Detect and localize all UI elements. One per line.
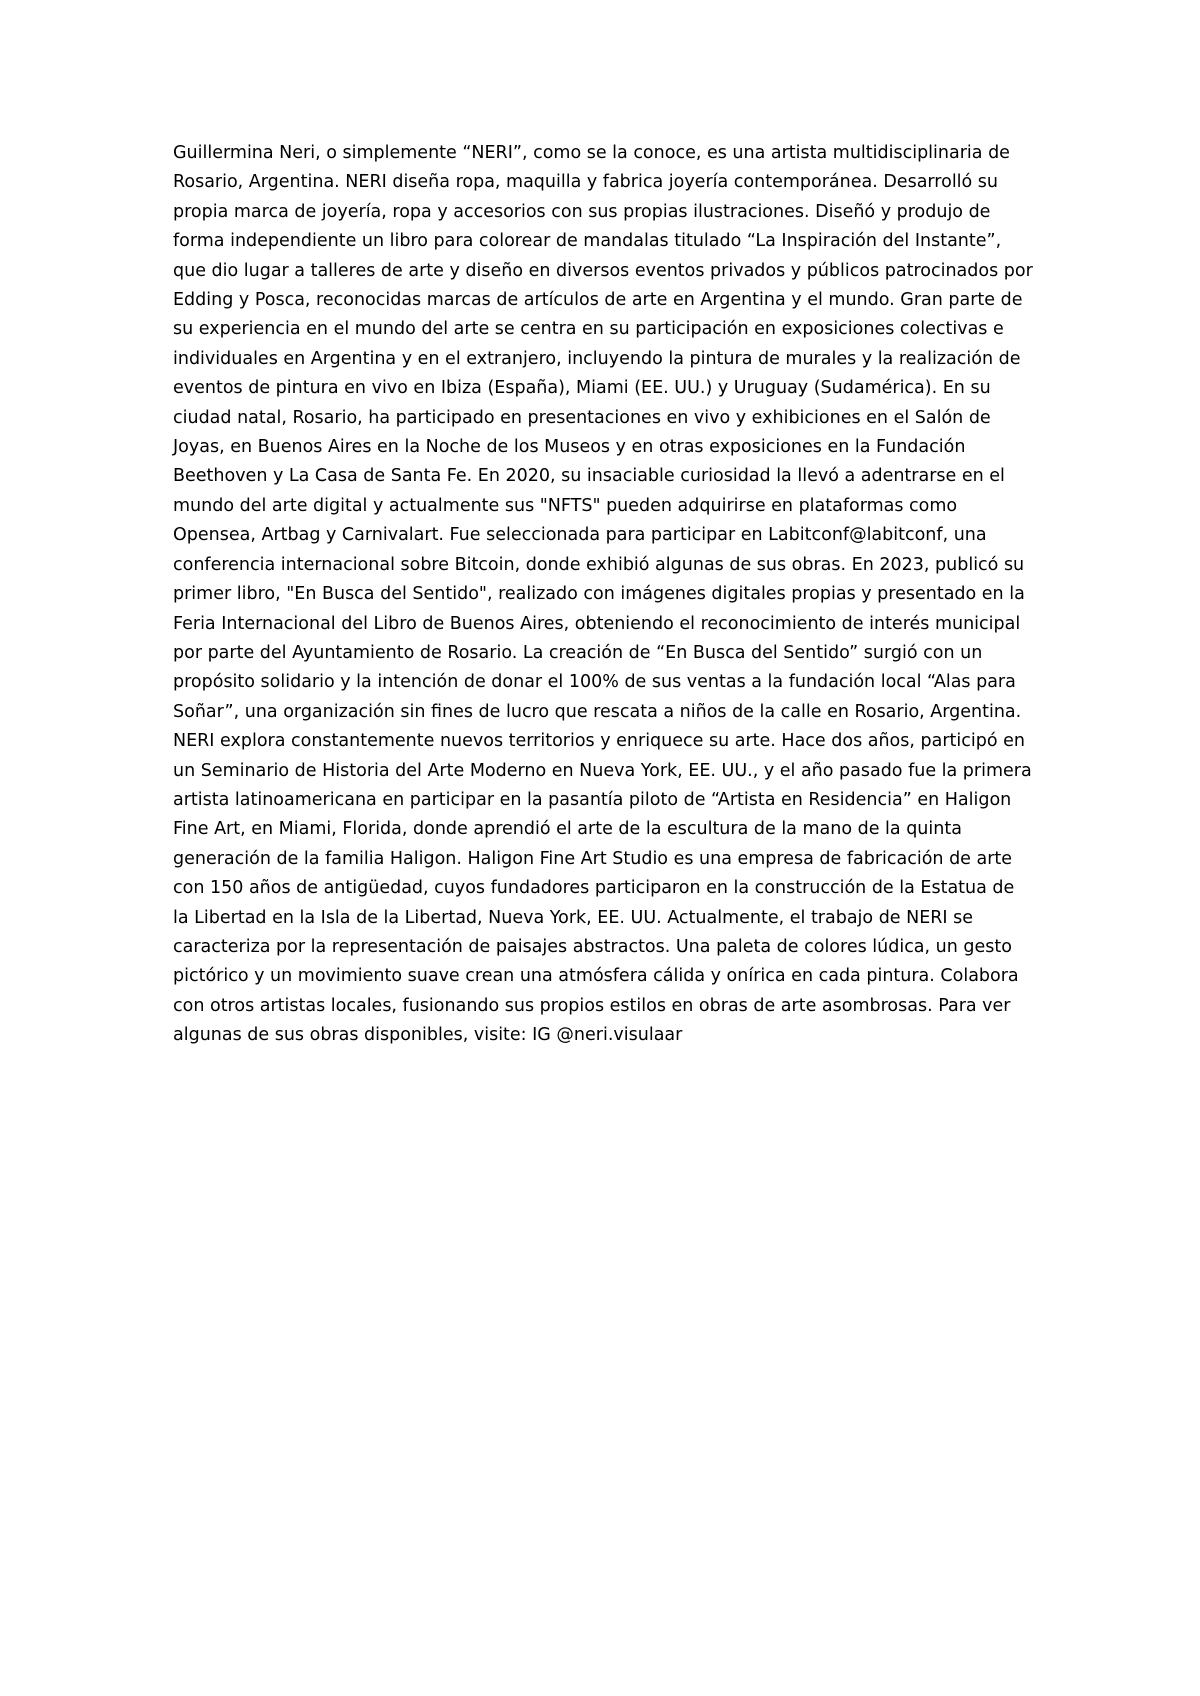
biography-paragraph: Guillermina Neri, o simplemente “NERI”, como se la conoce, es una artista multidisciplinaria de Rosario, Argentina. NERI diseña ropa, maquilla y fabrica joyería contemporánea. Desarrolló su propia marca de joyería, ropa y accesorios con sus propias ilustraciones. Diseñó y produjo de forma independiente un libro para colorear de mandalas titulado “La Inspiración del Instante”, que dio lugar a talleres de arte y diseño en diversos eventos privados y públicos patrocinados por Edding y Posca, reconocidas marcas de artículos de arte en Argentina y el mundo. Gran parte de su experiencia en el mundo del arte se centra en su participación en exposiciones colectivas e individuales en Argentina y en el extranjero, incluyendo la pintura de murales y la realización de eventos de pintura en vivo en Ibiza (España), Miami (EE. UU.) y Uruguay (Sudamérica). En su ciudad natal, Rosario, ha participado en presentaciones en vivo y exhibiciones en el Salón de Joyas, en Buenos Aires en la Noche de los Museos y en otras exposiciones en la Fundación Beethoven y La Casa de Santa Fe. En 2020, su insaciable curiosidad la llevó a adentrarse en el mundo del arte digital y actualmente sus "NFTS" pueden adquirirse en plataformas como Opensea, Artbag y Carnivalart. Fue seleccionada para participar en Labitconf@labitconf, una conferencia internacional sobre Bitcoin, donde exhibió algunas de sus obras. En 2023, publicó su primer libro, "En Busca del Sentido", realizado con imágenes digitales propias y presentado en la Feria Internacional del Libro de Buenos Aires, obteniendo el reconocimiento de interés municipal por parte del Ayuntamiento de Rosario. La creación de “En Busca del Sentido” surgió con un propósito solidario y la intención de donar el 100% de sus ventas a la fundación local “Alas para Soñar”, una organización sin fines de lucro que rescata a niños de la calle en Rosario, Argentina. NERI explora constantemente nuevos territorios y enriquece su arte. Hace dos años, participó en un Seminario de Historia del Arte Moderno en Nueva York, EE. UU., y el año pasado fue la primera artista latinoamericana en participar en la pasantía piloto de “Artista en Residencia” en Haligon Fine Art, en Miami, Florida, donde aprendió el arte de la escultura de la mano de la quinta generación de la familia Haligon. Haligon Fine Art Studio es una empresa de fabricación de arte con 150 años de antigüedad, cuyos fundadores participaron en la construcción de la Estatua de la Libertad en la Isla de la Libertad, Nueva York, EE. UU. Actualmente, el trabajo de NERI se caracteriza por la representación de paisajes abstractos. Una paleta de colores lúdica, un gesto pictórico y un movimiento suave crean una atmósfera cálida y onírica en cada pintura. Colabora con otros artistas locales, fusionando sus propios estilos en obras de arte asombrosas. Para ver algunas de sus obras disponibles, visite: IG @neri.visulaar — [173, 143, 1033, 1046]
